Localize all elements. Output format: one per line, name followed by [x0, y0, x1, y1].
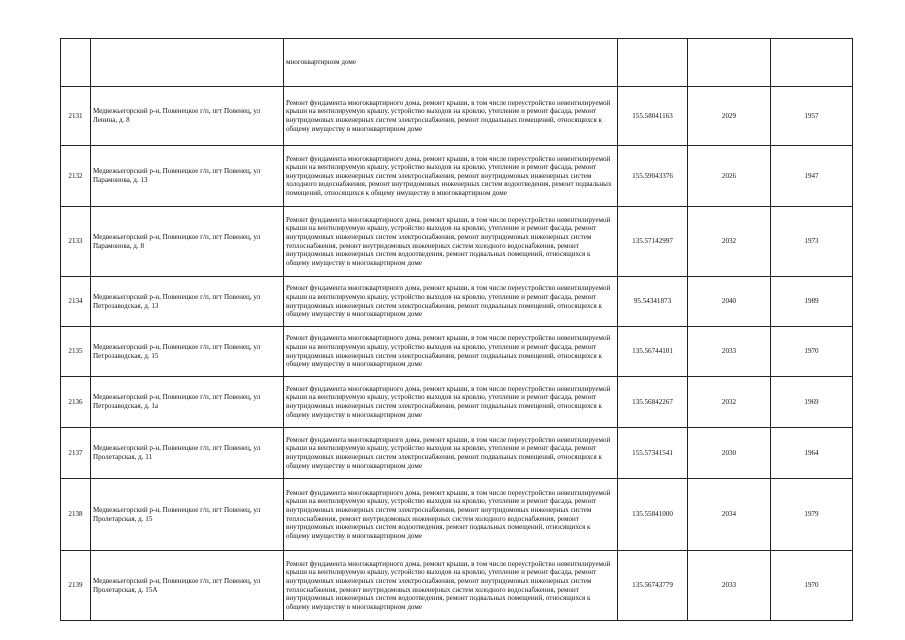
build-year-cell: 1964	[771, 428, 853, 479]
cost-cell: 155.57341541	[618, 428, 688, 479]
address-cell: Медвежьегорский р-н, Повенецкое г/п, пгт Повенец, ул Ленина, д. 8	[91, 87, 284, 146]
address-cell: Медвежьегорский р-н, Повенецкое г/п, пгт Повенец, ул Пролетарская, д. 15	[91, 479, 284, 551]
row-number: 2132	[61, 146, 91, 207]
works-cell: Ремонт фундамента многоквартирного дома, ремонт крыши, в том числе переустройство невентилируемой крыши на вентилируемую крышу, устройство выходов на кровлю, утепление и ремонт фасада, ремонт внутридомовых инженерных систем электроснабжения, ремонт подвальных помещений, относящихся к общему имуществу в многоквартирном доме	[284, 87, 618, 146]
build-year-cell: 1969	[771, 377, 853, 428]
table-row	[61, 428, 853, 479]
table-row	[61, 39, 853, 87]
address-cell: Медвежьегорский р-н, Повенецкое г/п, пгт Повенец, ул Петрозаводская, д. 13	[91, 277, 284, 327]
row-number	[61, 39, 91, 87]
build-year-cell: 1957	[771, 87, 853, 146]
works-cell: Ремонт фундамента многоквартирного дома, ремонт крыши, в том числе переустройство невентилируемой крыши на вентилируемую крышу, устройство выходов на кровлю, утепление и ремонт фасада, ремонт внутридомовых инженерных систем электроснабжения, ремонт подвальных помещений, относящихся к общему имуществу в многоквартирном доме	[284, 277, 618, 327]
row-number: 2134	[61, 277, 91, 327]
repair-program-table	[60, 38, 853, 621]
row-number: 2136	[61, 377, 91, 428]
cost-cell: 135.56743779	[618, 551, 688, 621]
works-cell: Ремонт фундамента многоквартирного дома, ремонт крыши, в том числе переустройство невентилируемой крыши на вентилируемую крышу, устройство выходов на кровлю, утепление и ремонт фасада, ремонт внутридомовых инженерных систем электроснабжения, ремонт внутридомовых инженерных систем теплоснабжения, ремонт внутридомовых инженерных систем холодного водоснабжения, ремонт внутридомовых инженерных систем водоотведения, ремонт подвальных помещений, относящихся к общему имуществу в многоквартирном доме	[284, 551, 618, 621]
build-year-cell: 1947	[771, 146, 853, 207]
plan-year-cell: 2032	[688, 207, 771, 277]
row-number: 2131	[61, 87, 91, 146]
works-cell: Ремонт фундамента многоквартирного дома, ремонт крыши, в том числе переустройство невентилируемой крыши на вентилируемую крышу, устройство выходов на кровлю, утепление и ремонт фасада, ремонт внутридомовых инженерных систем электроснабжения, ремонт внутридомовых инженерных систем теплоснабжения, ремонт внутридомовых инженерных систем холодного водоснабжения, ремонт внутридомовых инженерных систем водоотведения, ремонт подвальных помещений, относящихся к общему имуществу в многоквартирном доме	[284, 479, 618, 551]
build-year-cell: 1979	[771, 479, 853, 551]
table-row	[61, 479, 853, 551]
plan-year-cell	[688, 39, 771, 87]
row-number: 2137	[61, 428, 91, 479]
cost-cell: 95.54341873	[618, 277, 688, 327]
table-row	[61, 327, 853, 377]
cost-cell: 135.56842267	[618, 377, 688, 428]
plan-year-cell: 2034	[688, 479, 771, 551]
build-year-cell: 1973	[771, 207, 853, 277]
address-cell: Медвежьегорский р-н, Повенецкое г/п, пгт Повенец, ул Парамонова, д. 8	[91, 207, 284, 277]
works-cell: Ремонт фундамента многоквартирного дома, ремонт крыши, в том числе переустройство невентилируемой крыши на вентилируемую крышу, устройство выходов на кровлю, утепление и ремонт фасада, ремонт внутридомовых инженерных систем электроснабжения, ремонт подвальных помещений, относящихся к общему имуществу в многоквартирном доме	[284, 377, 618, 428]
plan-year-cell: 2032	[688, 377, 771, 428]
plan-year-cell: 2040	[688, 277, 771, 327]
row-number: 2139	[61, 551, 91, 621]
cost-cell: 155.58041163	[618, 87, 688, 146]
table-row	[61, 277, 853, 327]
table-row	[61, 551, 853, 621]
row-number: 2138	[61, 479, 91, 551]
cost-cell: 135.57142997	[618, 207, 688, 277]
build-year-cell: 1970	[771, 551, 853, 621]
row-number: 2133	[61, 207, 91, 277]
works-cell: Ремонт фундамента многоквартирного дома, ремонт крыши, в том числе переустройство невентилируемой крыши на вентилируемую крышу, устройство выходов на кровлю, утепление и ремонт фасада, ремонт внутридомовых инженерных систем электроснабжения, ремонт внутридомовых инженерных систем холодного водоснабжения, ремонт внутридомовых инженерных систем водоотведения, ремонт подвальных помещений, относящихся к общему имуществу в многоквартирном доме	[284, 146, 618, 207]
address-cell: Медвежьегорский р-н, Повенецкое г/п, пгт Повенец, ул Петрозаводская, д. 15	[91, 327, 284, 377]
cost-cell	[618, 39, 688, 87]
build-year-cell	[771, 39, 853, 87]
address-cell: Медвежьегорский р-н, Повенецкое г/п, пгт Повенец, ул Петрозаводская, д. 1а	[91, 377, 284, 428]
table-row	[61, 377, 853, 428]
works-cell: Ремонт фундамента многоквартирного дома, ремонт крыши, в том числе переустройство невентилируемой крыши на вентилируемую крышу, устройство выходов на кровлю, утепление и ремонт фасада, ремонт внутридомовых инженерных систем электроснабжения, ремонт подвальных помещений, относящихся к общему имуществу в многоквартирном доме	[284, 428, 618, 479]
address-cell: Медвежьегорский р-н, Повенецкое г/п, пгт Повенец, ул Пролетарская, д. 11	[91, 428, 284, 479]
plan-year-cell: 2030	[688, 428, 771, 479]
address-cell: Медвежьегорский р-н, Повенецкое г/п, пгт Повенец, ул Парамонова, д. 13	[91, 146, 284, 207]
table-row	[61, 87, 853, 146]
plan-year-cell: 2026	[688, 146, 771, 207]
plan-year-cell: 2033	[688, 551, 771, 621]
table-row	[61, 146, 853, 207]
address-cell: Медвежьегорский р-н, Повенецкое г/п, пгт Повенец, ул Пролетарская, д. 15А	[91, 551, 284, 621]
build-year-cell: 1970	[771, 327, 853, 377]
works-cell: многоквартирном доме	[284, 39, 618, 87]
table-row	[61, 207, 853, 277]
table-body	[61, 39, 853, 621]
build-year-cell: 1989	[771, 277, 853, 327]
works-cell: Ремонт фундамента многоквартирного дома, ремонт крыши, в том числе переустройство невентилируемой крыши на вентилируемую крышу, устройство выходов на кровлю, утепление и ремонт фасада, ремонт внутридомовых инженерных систем электроснабжения, ремонт внутридомовых инженерных систем теплоснабжения, ремонт внутридомовых инженерных систем холодного водоснабжения, ремонт внутридомовых инженерных систем водоотведения, ремонт подвальных помещений, относящихся к общему имуществу в многоквартирном доме	[284, 207, 618, 277]
plan-year-cell: 2033	[688, 327, 771, 377]
plan-year-cell: 2029	[688, 87, 771, 146]
cost-cell: 155.59043376	[618, 146, 688, 207]
works-cell: Ремонт фундамента многоквартирного дома, ремонт крыши, в том числе переустройство невентилируемой крыши на вентилируемую крышу, устройство выходов на кровлю, утепление и ремонт фасада, ремонт внутридомовых инженерных систем электроснабжения, ремонт подвальных помещений, относящихся к общему имуществу в многоквартирном доме	[284, 327, 618, 377]
cost-cell: 135.55841000	[618, 479, 688, 551]
row-number: 2135	[61, 327, 91, 377]
address-cell	[91, 39, 284, 87]
cost-cell: 135.56744101	[618, 327, 688, 377]
